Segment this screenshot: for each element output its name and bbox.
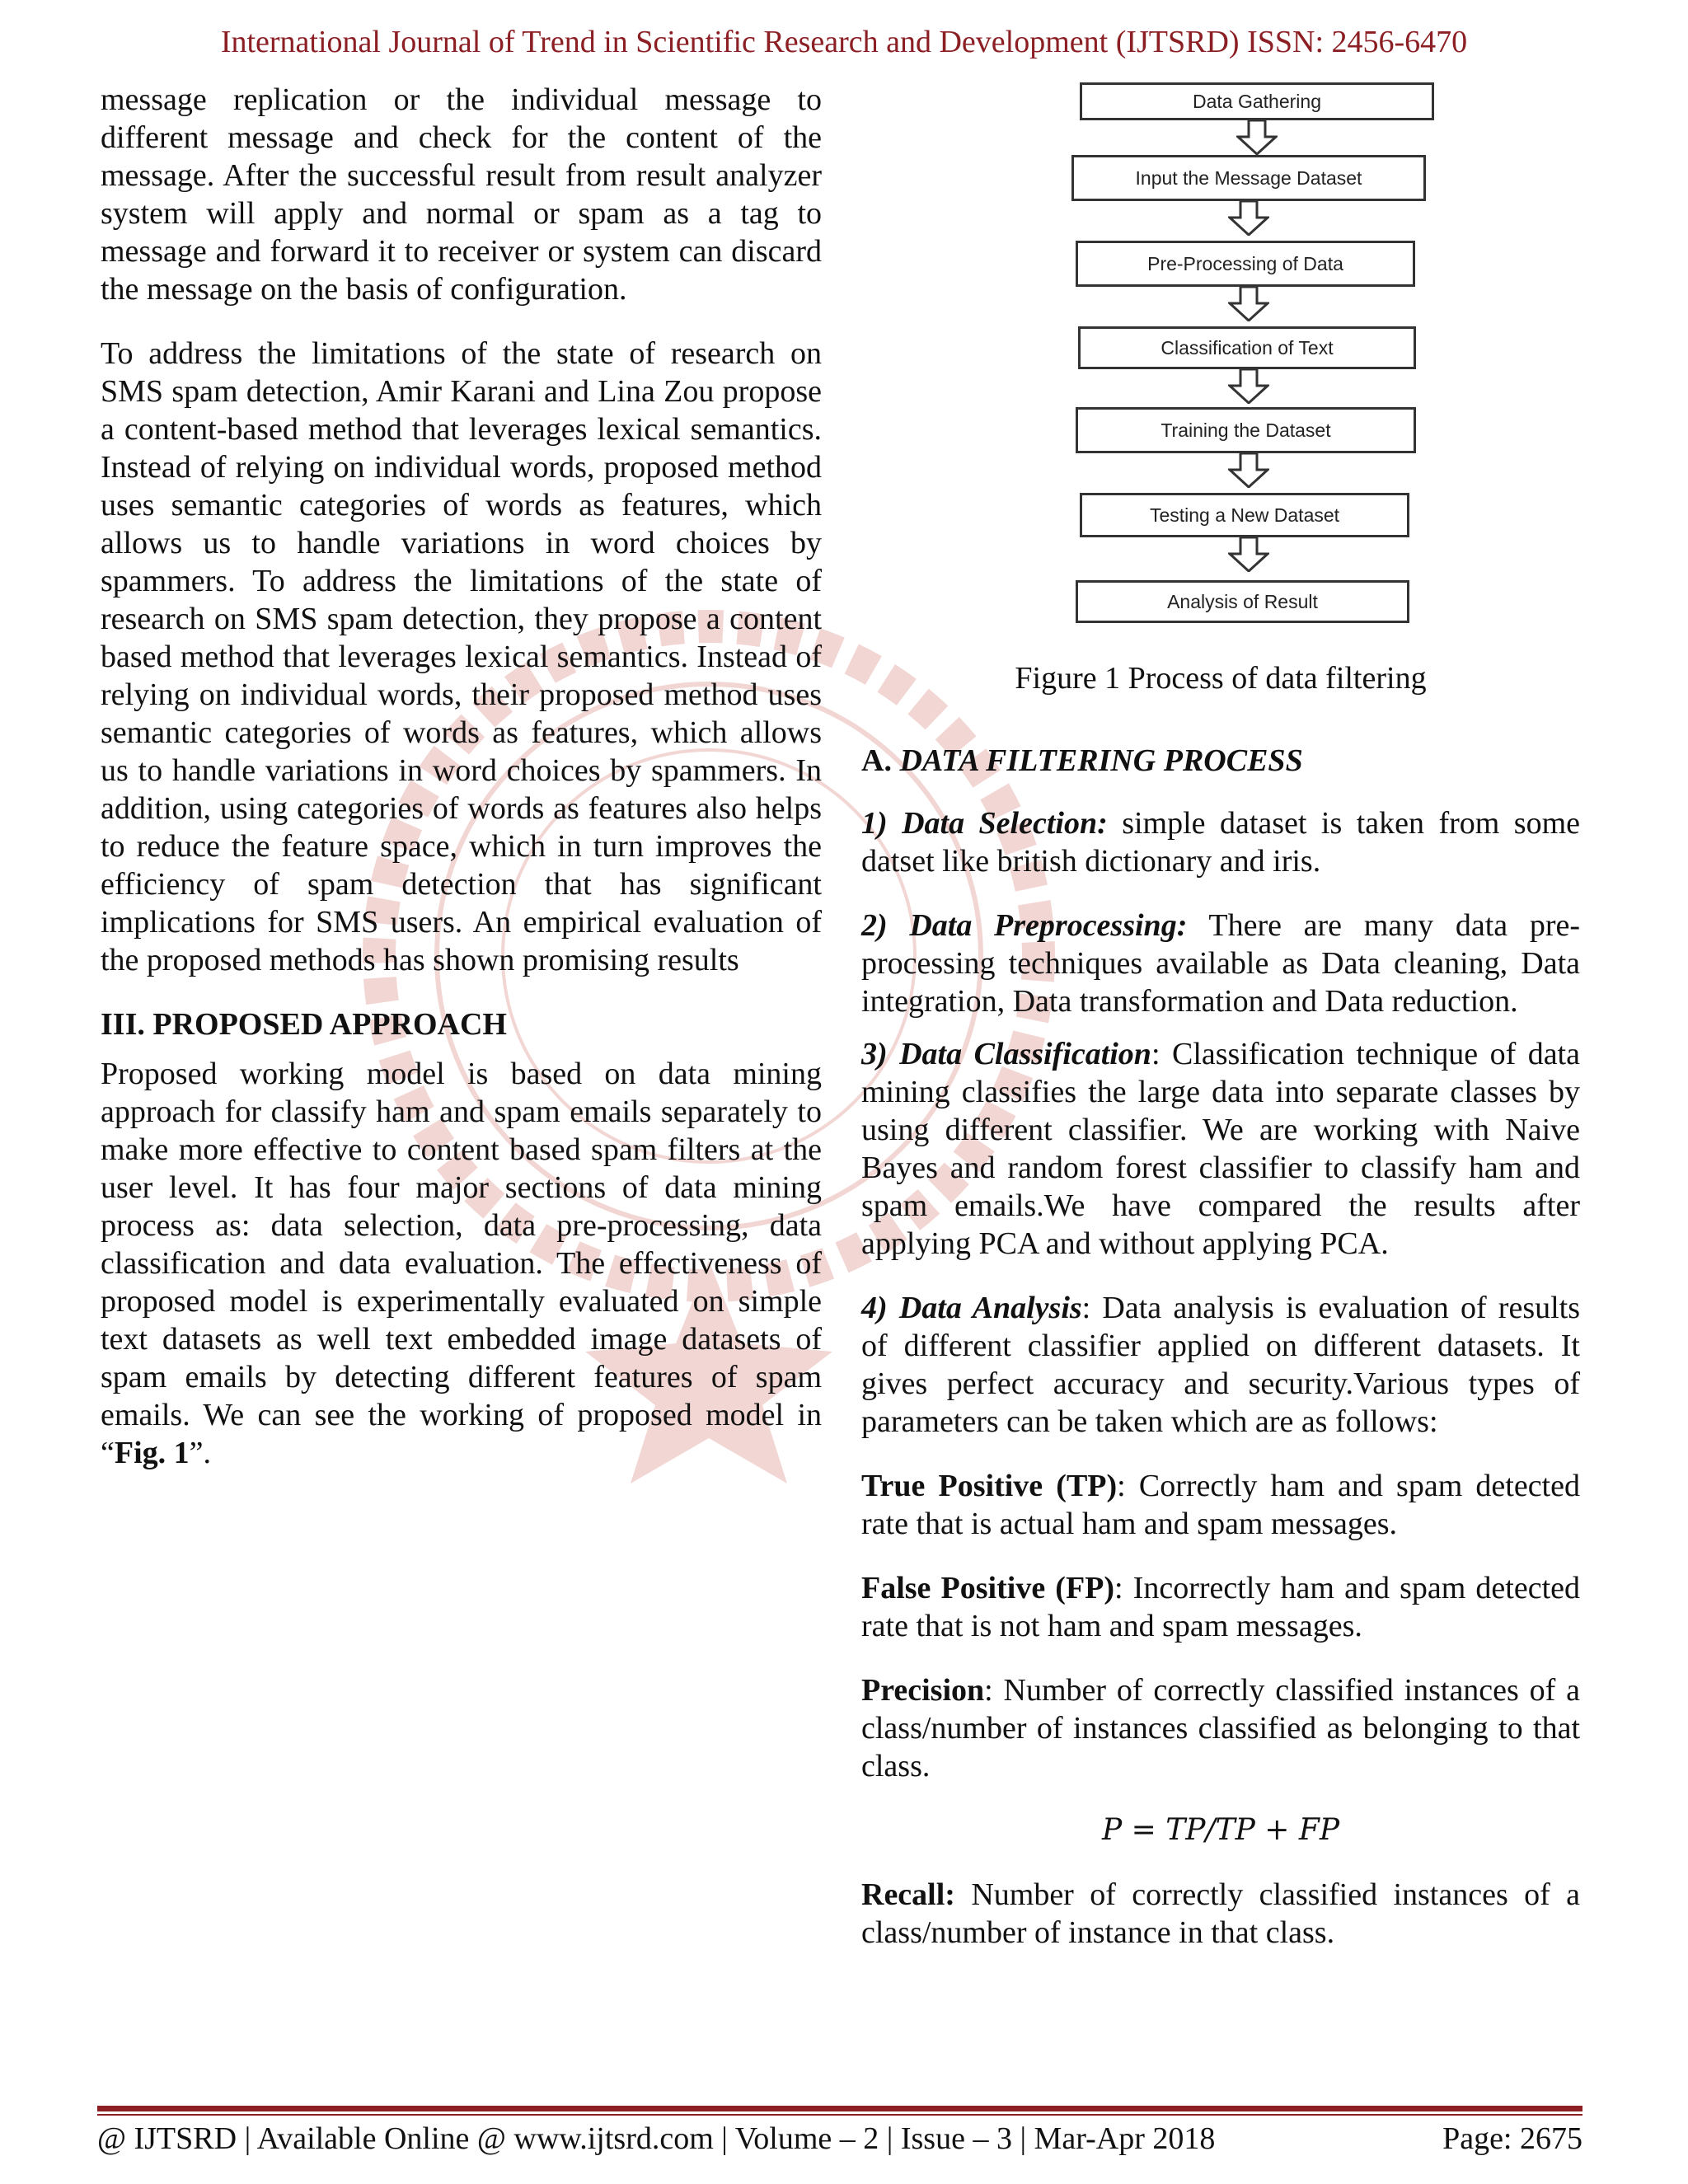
- subsection-heading: A. DATA FILTERING PROCESS: [861, 743, 1303, 778]
- down-arrow-icon: [1228, 369, 1269, 404]
- flowchart-step: Testing a New Dataset: [1080, 493, 1409, 537]
- footer-rule: [97, 2114, 1582, 2116]
- figure-caption: Figure 1 Process of data filtering: [1015, 661, 1427, 696]
- footer-rule: [97, 2106, 1582, 2111]
- footer-text: @ IJTSRD | Available Online @ www.ijtsrd.com | Volume – 2 | Issue – 3 | Mar-Apr 2018: [97, 2121, 1216, 2156]
- flowchart-step: Analysis of Result: [1076, 580, 1409, 623]
- page-footer: [97, 2120, 1582, 2158]
- paragraph: Proposed working model is based on data mining approach for classify ham and spam emails separately to make more effective to content based spam filters at the user level. It has four major sections of data mining process as: data selection, data pre-processing, data classification and data evaluation. The effectiveness of proposed model is experimentally evaluated on simple text datasets as well text embedded image datasets of spam emails by detecting different features of spam emails. We can see the working of proposed model in “Fig. 1”.: [101, 1057, 822, 1470]
- figure-reference[interactable]: Fig. 1: [114, 1436, 190, 1470]
- paragraph: Precision: Number of correctly classified instances of a class/number of instances classified as belonging to that class.: [861, 1673, 1580, 1783]
- down-arrow-icon: [1228, 537, 1269, 572]
- section-heading: III. PROPOSED APPROACH: [101, 1007, 507, 1042]
- journal-header: International Journal of Trend in Scientific Research and Development (IJTSRD) ISSN: 2456-6470: [220, 25, 1468, 59]
- paragraph: To address the limitations of the state of research on SMS spam detection, Amir Karani and Lina Zou propose a content-based method that leverages lexical semantics. Instead of relying on individual words, proposed method uses semantic categories of words as features, which allows us to handle variations in word choices by spammers. To address the limitations of the state of research on SMS spam detection, they propose a content based method that leverages lexical semantics. Instead of relying on individual words, their proposed method uses semantic categories of words as features, which allows us to handle variations in word choices by spammers. In addition, using categories of words as features also helps to reduce the feature space, which in turn improves the efficiency of spam detection that has significant implications for SMS users. An empirical evaluation of the proposed methods has shown promising results: [101, 336, 822, 977]
- down-arrow-icon: [1228, 201, 1269, 236]
- flowchart-step: Pre-Processing of Data: [1076, 241, 1415, 287]
- paragraph: True Positive (TP): Correctly ham and spam detected rate that is actual ham and spam messages.: [861, 1469, 1580, 1541]
- paragraph: False Positive (FP): Incorrectly ham and spam detected rate that is not ham and spam messages.: [861, 1571, 1580, 1643]
- paragraph: 2) Data Preprocessing: There are many data pre-processing techniques available as Data cleaning, Data integration, Data transformation and Data reduction.: [861, 908, 1581, 1019]
- down-arrow-icon: [1236, 120, 1278, 155]
- down-arrow-icon: [1228, 453, 1269, 488]
- flowchart-step: Training the Dataset: [1076, 407, 1416, 453]
- right-column: [861, 742, 1580, 1978]
- paragraph: Recall: Number of correctly classified instances of a class/number of instance in that class.: [861, 1877, 1580, 1950]
- flowchart-step: Classification of Text: [1078, 326, 1416, 369]
- paragraph: 3) Data Classification: Classification technique of data mining classifies the large data into separate classes by using different classifier. We are working with Naive Bayes and random forest classifier to classify ham and spam emails.We have compared the results after applying PCA and without applying PCA.: [861, 1037, 1580, 1261]
- flowchart-step: Data Gathering: [1080, 82, 1434, 120]
- paragraph: 4) Data Analysis: Data analysis is evaluation of results of different classifier applied on different datasets. It gives perfect accuracy and security.Various types of parameters can be taken which are as follows:: [861, 1291, 1581, 1439]
- paragraph: 1) Data Selection: simple dataset is taken from some datset like british dictionary and iris.: [861, 806, 1580, 879]
- paragraph: message replication or the individual message to different message and check for the content of the message. After the successful result from result analyzer system will apply and normal or spam as a tag to message and forward it to receiver or system can discard the message on the basis of configuration.: [101, 82, 822, 307]
- page-number: Page: 2675: [1442, 2121, 1582, 2156]
- left-column: [101, 81, 822, 1498]
- down-arrow-icon: [1228, 287, 1269, 321]
- process-flowchart: [1063, 82, 1442, 626]
- precision-formula: P = TP/TP + FP: [1101, 1813, 1340, 1847]
- flowchart-step: Input the Message Dataset: [1071, 155, 1426, 201]
